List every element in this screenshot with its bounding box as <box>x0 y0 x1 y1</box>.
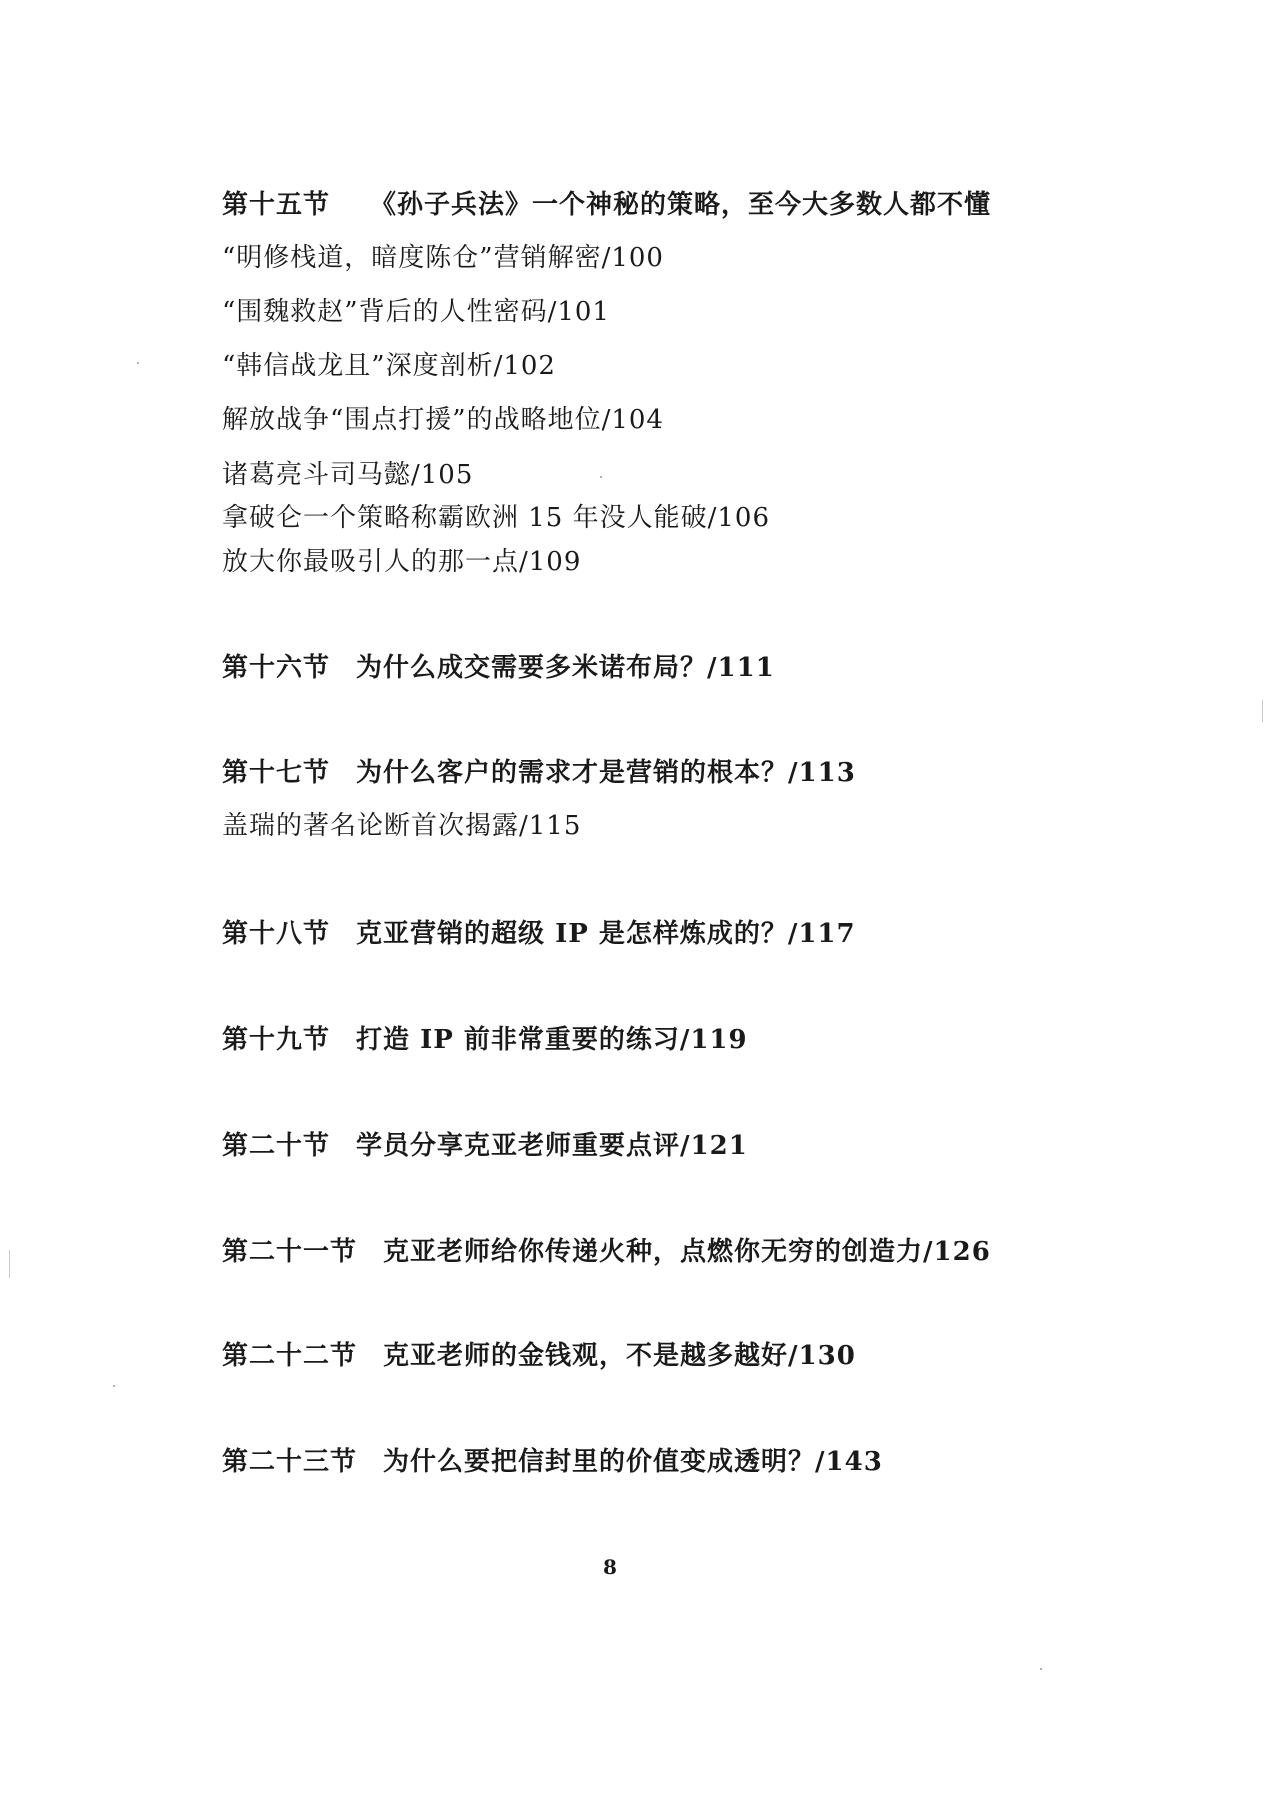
toc-heading-21 <box>222 1236 991 1268</box>
toc-subentry: 放大你最吸引人的那一点/109 <box>222 547 582 577</box>
section-label: 第十五节 <box>222 190 331 220</box>
section-title: 学员分享克亚老师重要点评/121 <box>356 1131 748 1161</box>
section-title: 《孙子兵法》一个神秘的策略，至今大多数人都不懂 <box>370 190 992 220</box>
section-label: 第十七节 <box>222 758 331 788</box>
section-title: 克亚老师的金钱观，不是越多越好/130 <box>383 1341 856 1371</box>
section-label: 第二十节 <box>222 1131 331 1161</box>
section-label: 第十九节 <box>222 1025 331 1055</box>
scan-speck <box>137 362 139 364</box>
toc-heading-22 <box>222 1340 856 1372</box>
section-label: 第二十一节 <box>222 1237 358 1267</box>
toc-heading-19 <box>222 1024 748 1056</box>
section-label: 第十八节 <box>222 919 331 949</box>
toc-heading-23 <box>222 1446 883 1478</box>
section-title: 为什么成交需要多米诺布局？/111 <box>356 653 775 683</box>
toc-subentry: 解放战争“围点打援”的战略地位/104 <box>222 405 664 435</box>
toc-heading-15 <box>222 189 991 221</box>
toc-subentry: “明修栈道，暗度陈仓”营销解密/100 <box>222 243 664 273</box>
toc-subentry: 盖瑞的著名论断首次揭露/115 <box>222 811 582 841</box>
toc-subentry: 拿破仑一个策略称霸欧洲 15 年没人能破/106 <box>222 503 770 533</box>
section-title: 为什么要把信封里的价值变成透明？/143 <box>383 1447 883 1477</box>
scan-speck <box>1040 1668 1042 1670</box>
toc-heading-18 <box>222 918 856 950</box>
scan-edge-mark <box>1262 700 1263 722</box>
section-label: 第十六节 <box>222 653 331 683</box>
scan-speck <box>113 1385 115 1387</box>
section-title: 克亚老师给你传递火种，点燃你无穷的创造力/126 <box>383 1237 991 1267</box>
scan-speck <box>600 476 602 478</box>
toc-subentry: 诸葛亮斗司马懿/105 <box>222 460 474 490</box>
toc-heading-20 <box>222 1130 748 1162</box>
toc-heading-16 <box>222 652 775 684</box>
section-label: 第二十二节 <box>222 1341 358 1371</box>
section-label: 第二十三节 <box>222 1447 358 1477</box>
scan-edge-mark <box>9 1250 10 1278</box>
toc-subentry: “围魏救赵”背后的人性密码/101 <box>222 297 610 327</box>
toc-subentry: “韩信战龙且”深度剖析/102 <box>222 351 556 381</box>
section-title: 打造 IP 前非常重要的练习/119 <box>356 1025 748 1055</box>
page-number: 8 <box>603 1555 617 1579</box>
section-title: 为什么客户的需求才是营销的根本？/113 <box>356 758 856 788</box>
section-title: 克亚营销的超级 IP 是怎样炼成的？/117 <box>356 919 856 949</box>
toc-heading-17 <box>222 757 856 789</box>
